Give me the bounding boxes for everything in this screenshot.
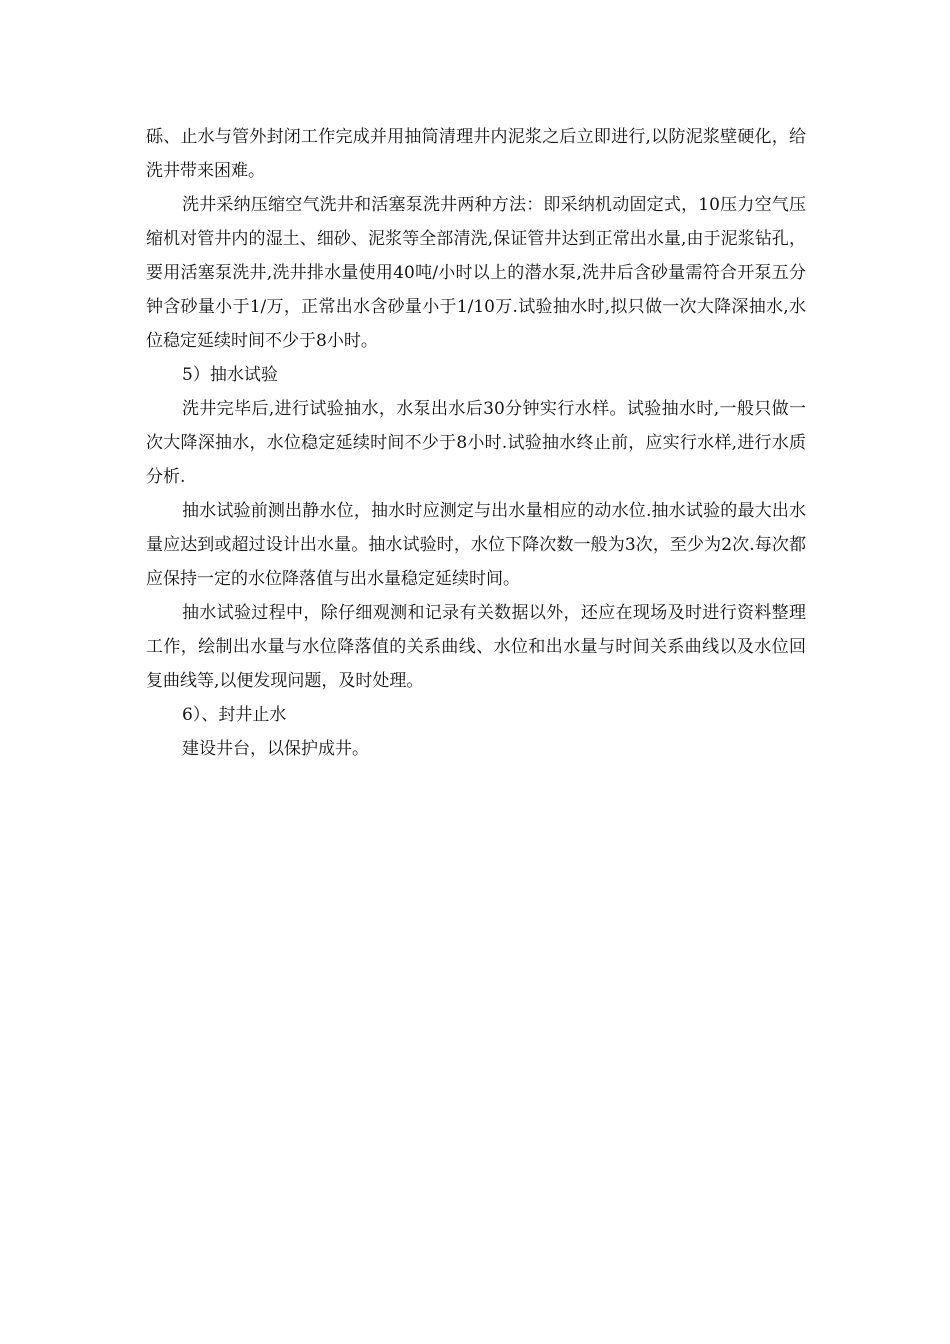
paragraph-well-platform: 建设井台，以保护成井。: [182, 739, 369, 759]
paragraph-test-pumping: 洗井完毕后,进行试验抽水，水泵出水后30分钟实行水样。试验抽水时,一般只做一次大降深抽水，水位稳定延续时间不少于8小时.试验抽水终止前，应实行水样,进行水质分析.: [146, 399, 806, 487]
paragraph-data-recording: 抽水试验过程中，除仔细观测和记录有关数据以外，还应在现场及时进行资料整理工作，绘制出水量与水位降落值的关系曲线、水位和出水量与时间关系曲线以及水位回复曲线等,以便发现问题，及时处理。: [146, 603, 806, 691]
paragraph-well-washing-methods: 洗井采纳压缩空气洗井和活塞泵洗井两种方法：即采纳机动固定式，10压力空气压缩机对管井内的湿土、细砂、泥浆等全部清洗,保证管井达到正常出水量,由于泥浆钻孔，要用活塞泵洗井,洗井排水量使用40吨/小时以上的潜水泵,洗井后含砂量需符合开泵五分钟含砂量小于1/万，正常出水含砂量小于1/10万.试验抽水时,拟只做一次大降深抽水,水位稳定延续时间不少于8小时。: [146, 195, 806, 351]
paragraph-water-level-measurement: 抽水试验前测出静水位，抽水时应测定与出水量相应的动水位.抽水试验的最大出水量应达到或超过设计出水量。抽水试验时，水位下降次数一般为3次，至少为2次.每次都应保持一定的水位降落值与出水量稳定延续时间。: [146, 501, 806, 589]
section-heading-well-sealing: 6）、封井止水: [182, 705, 287, 725]
section-heading-pumping-test: 5）抽水试验: [182, 365, 278, 385]
paragraph-gravel-sealing: 砾、止水与管外封闭工作完成并用抽筒清理井内泥浆之后立即进行,以防泥浆壁硬化，给洗井带来困难。: [146, 127, 806, 181]
document-body: [146, 120, 806, 766]
